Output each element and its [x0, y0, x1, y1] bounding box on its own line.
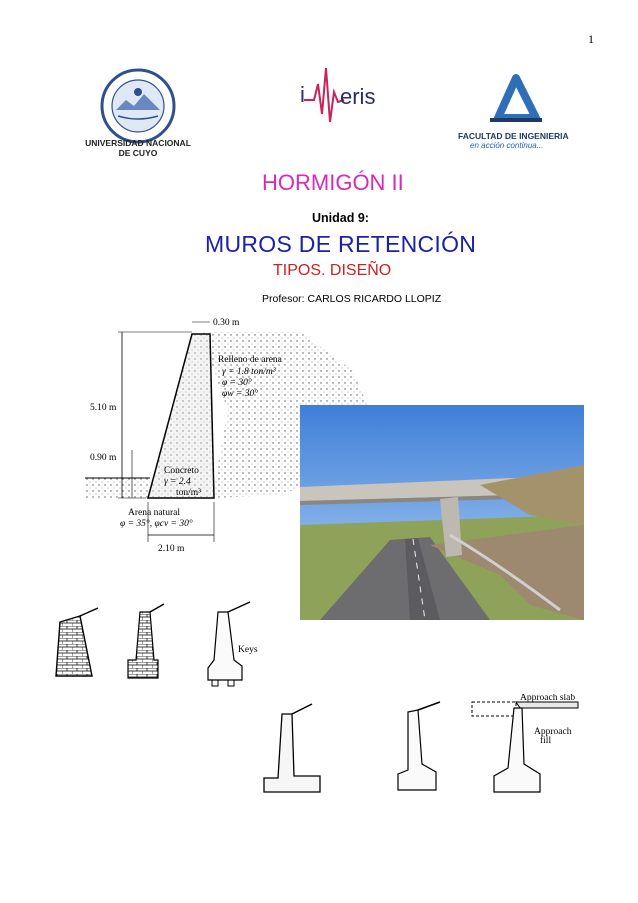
svg-text:eris: eris	[340, 84, 376, 109]
fi-tagline: en acción continua...	[470, 141, 544, 150]
backfill-phi: φ = 30°	[222, 378, 252, 388]
dim-embedment: 0.90 m	[90, 453, 117, 463]
concrete-gamma: γ = 2.4	[164, 477, 191, 487]
concrete-unit: ton/m³	[176, 488, 202, 498]
dim-base-width: 2.10 m	[158, 544, 185, 554]
dim-height: 5.10 m	[90, 403, 117, 413]
svg-text:i: i	[300, 82, 305, 107]
approach-fill-label-2: fill	[540, 736, 552, 746]
imeris-logo	[300, 62, 380, 124]
wall-types-row-1	[52, 596, 272, 688]
keys-label: Keys	[238, 645, 258, 655]
concrete-title: Concreto	[164, 466, 199, 476]
dim-top-width: 0.30 m	[213, 318, 240, 328]
course-title: HORMIGÓN II	[262, 170, 404, 195]
uncuyo-name: UNIVERSIDAD NACIONAL DE CUYO	[85, 138, 191, 158]
subtopic-title: TIPOS. DISEÑO	[273, 262, 392, 279]
unit-label: Unidad 9:	[312, 211, 369, 225]
professor: Profesor: CARLOS RICARDO LLOPIZ	[262, 293, 442, 305]
approach-fill-label: Approach	[534, 727, 572, 737]
fi-name: FACULTAD DE INGENIERIA	[458, 131, 569, 141]
approach-slab-label: Approach slab	[520, 694, 576, 703]
page-number: 1	[588, 32, 594, 46]
backfill-title: Relleno de arena	[218, 355, 282, 365]
backfill-phiw: φw = 30°	[222, 389, 259, 399]
backfill-gamma: γ = 1.8 ton/m³	[222, 367, 276, 377]
soil-title: Arena natural	[128, 508, 180, 518]
wall-types-row-2	[258, 694, 588, 804]
topic-title: MUROS DE RETENCIÓN	[205, 231, 477, 257]
soil-phi: φ = 35°, φcv = 30°	[120, 519, 193, 529]
bridge-photo	[300, 405, 584, 620]
